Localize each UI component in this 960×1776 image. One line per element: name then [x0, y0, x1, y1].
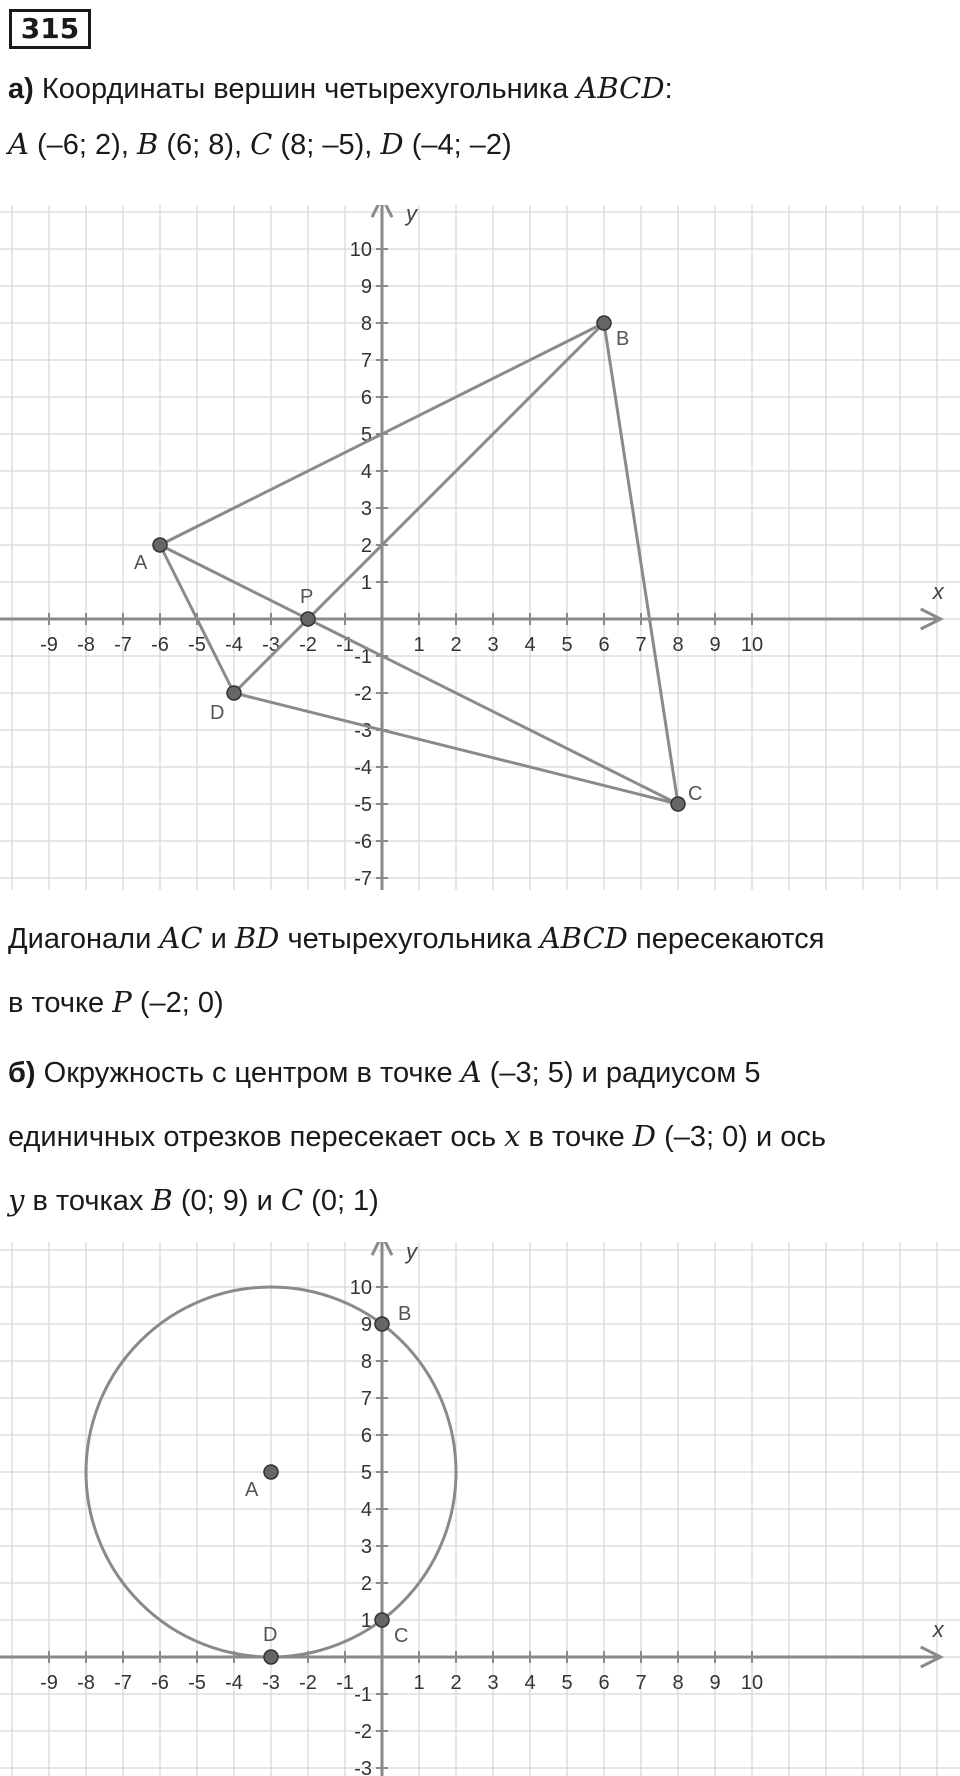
point-p-name: P	[112, 985, 132, 1019]
conclusion-word: четырехугольника	[287, 923, 532, 955]
x-tick-label: 7	[635, 634, 647, 656]
y-tick-label: -4	[354, 757, 372, 779]
x-tick-label: 8	[672, 1672, 684, 1694]
vertex-b-coords: (6; 8)	[166, 129, 235, 161]
y-tick-label: -1	[354, 1684, 372, 1706]
y-tick-label: 4	[360, 1499, 372, 1521]
x-tick-label: 9	[709, 634, 721, 656]
x-tick-label: 10	[740, 634, 764, 656]
x-tick-label: -9	[40, 1672, 58, 1694]
y-tick-label: 1	[360, 572, 372, 594]
part-b-label: б)	[8, 1057, 36, 1089]
x-tick-label: 7	[635, 1672, 647, 1694]
x-tick-label: -5	[188, 1672, 206, 1694]
y-tick-label: 5	[360, 424, 372, 446]
x-tick-label: 4	[524, 1672, 536, 1694]
y-tick-label: -2	[354, 1721, 372, 1743]
y-tick-label: 4	[360, 461, 372, 483]
vertex-d-name: D	[380, 127, 404, 161]
y-tick-label: 8	[360, 1351, 372, 1373]
y-tick-label: 2	[360, 1573, 372, 1595]
y-tick-label: 9	[360, 276, 372, 298]
point-c	[671, 797, 685, 811]
y-tick-label: 6	[360, 387, 372, 409]
y-axis-label: y	[406, 205, 417, 227]
part-a-intro-text: Координаты вершин четырехугольника	[41, 73, 569, 105]
axis-y-name: y	[8, 1183, 25, 1217]
conclusion-word: Диагонали	[8, 923, 152, 955]
conclusion-word: пересекаются	[635, 923, 825, 955]
x-tick-label: 6	[598, 634, 610, 656]
y-tick-label: 7	[360, 350, 372, 372]
part-b-text: в точке	[528, 1121, 625, 1153]
y-tick-label: 2	[360, 535, 372, 557]
x-tick-label: -7	[114, 1672, 132, 1694]
x-tick-label: 5	[561, 1672, 573, 1694]
diagonal-ac: AC	[159, 921, 203, 955]
x-tick-label: 2	[450, 634, 462, 656]
point-label-d: D	[263, 1624, 278, 1646]
intersection-line	[8, 982, 224, 1023]
part-b-text: единичных отрезков пересекает ось	[8, 1121, 497, 1153]
x-tick-label: -4	[225, 1672, 243, 1694]
x-tick-label: 1	[413, 1672, 425, 1694]
x-tick-label: -9	[40, 634, 58, 656]
x-tick-label: -3	[262, 634, 280, 656]
part-a-intro-line	[8, 68, 673, 109]
part-b-line-3	[8, 1180, 379, 1221]
x-tick-label: 8	[672, 634, 684, 656]
x-tick-label: 2	[450, 1672, 462, 1694]
x-tick-label: -5	[188, 634, 206, 656]
sep: ,	[234, 129, 243, 161]
quadrilateral-graph	[0, 205, 960, 890]
x-tick-label: -1	[336, 634, 354, 656]
x-tick-label: -8	[77, 634, 95, 656]
sep: ,	[364, 129, 373, 161]
y-tick-label: 7	[360, 1388, 372, 1410]
intro-colon: :	[664, 73, 673, 105]
conclusion-word: в точке	[8, 987, 105, 1019]
y-tick-label: 10	[349, 239, 372, 261]
point-c-coords: (0; 1)	[311, 1185, 379, 1217]
y-tick-label: 3	[360, 1536, 372, 1558]
point-c	[375, 1613, 389, 1627]
x-tick-label: 10	[740, 1672, 764, 1694]
point-label-a: A	[245, 1479, 259, 1501]
y-axis-label: y	[406, 1242, 417, 1265]
point-b-name: B	[151, 1183, 173, 1217]
axis-x-name: x	[504, 1119, 521, 1153]
center-a-name: A	[460, 1055, 482, 1089]
point-a	[153, 538, 167, 552]
x-tick-label: -3	[262, 1672, 280, 1694]
point-b-coords: (0; 9)	[180, 1185, 249, 1217]
point-d	[227, 686, 241, 700]
point-label-b: B	[398, 1303, 412, 1325]
y-tick-label: -5	[354, 794, 372, 816]
part-b-text: и ось	[756, 1121, 826, 1153]
diagonal-bd: BD	[234, 921, 280, 955]
part-b-line-2	[8, 1116, 826, 1157]
point-label-d: D	[210, 702, 225, 724]
point-p-coords: (–2; 0)	[139, 987, 224, 1019]
x-tick-label: -8	[77, 1672, 95, 1694]
conclusion-word: и	[210, 923, 227, 955]
vertex-a-coords: (–6; 2)	[37, 129, 121, 161]
x-tick-label: -1	[336, 1672, 354, 1694]
sep: ,	[120, 129, 129, 161]
part-a-label: а)	[8, 73, 34, 105]
y-tick-label: -3	[354, 720, 372, 742]
problem-number: 315	[9, 9, 91, 49]
quad-name: ABCD	[539, 921, 628, 955]
point-b	[375, 1317, 389, 1331]
x-tick-label: 4	[524, 634, 536, 656]
point-label-c: C	[394, 1625, 409, 1647]
x-tick-label: -6	[151, 634, 169, 656]
point-d-name: D	[632, 1119, 657, 1153]
vertex-c-coords: (8; –5)	[280, 129, 365, 161]
x-tick-label: -7	[114, 634, 132, 656]
y-tick-label: 8	[360, 313, 372, 335]
center-a-coords: (–3; 5)	[489, 1057, 574, 1089]
part-b-text: и	[256, 1185, 273, 1217]
y-tick-label: 1	[360, 1610, 372, 1632]
circle-graph	[0, 1242, 960, 1776]
y-tick-label: 5	[360, 1462, 372, 1484]
y-tick-label: -2	[354, 683, 372, 705]
point-label-p: P	[300, 586, 314, 608]
x-tick-label: 5	[561, 634, 573, 656]
x-tick-label: 3	[487, 634, 499, 656]
y-tick-label: 3	[360, 498, 372, 520]
part-b-text: в точках	[32, 1185, 144, 1217]
vertex-c-name: C	[250, 127, 273, 161]
x-tick-label: -6	[151, 1672, 169, 1694]
quad-name: ABCD	[576, 71, 665, 105]
y-tick-label: 10	[349, 1277, 372, 1299]
x-tick-label: -4	[225, 634, 243, 656]
point-d	[264, 1650, 278, 1664]
x-tick-label: 9	[709, 1672, 721, 1694]
vertex-b-name: B	[136, 127, 159, 161]
x-axis-label: x	[932, 579, 944, 604]
diagonals-line	[8, 918, 824, 959]
y-tick-label: -3	[354, 1758, 372, 1776]
x-tick-label: 1	[413, 634, 425, 656]
point-c-name: C	[280, 1183, 304, 1217]
point-label-b: B	[616, 328, 630, 350]
x-tick-label: -2	[299, 1672, 317, 1694]
vertex-a-name: A	[8, 127, 29, 161]
point-label-a: A	[134, 552, 148, 574]
vertex-d-coords: (–4; –2)	[411, 129, 512, 161]
y-tick-label: 9	[360, 1314, 372, 1336]
y-tick-label: 6	[360, 1425, 372, 1447]
point-label-c: C	[688, 783, 703, 805]
part-b-text: и радиусом 5	[581, 1057, 761, 1089]
vertex-coords-line	[8, 124, 512, 165]
y-tick-label: -6	[354, 831, 372, 853]
x-tick-label: 6	[598, 1672, 610, 1694]
x-tick-label: 3	[487, 1672, 499, 1694]
point-d-coords: (–3; 0)	[664, 1121, 748, 1153]
y-tick-label: -1	[354, 646, 372, 668]
x-axis-label: x	[932, 1617, 944, 1642]
point-p	[301, 612, 315, 626]
part-b-line-1	[8, 1052, 761, 1093]
part-b-text: Окружность с центром в точке	[43, 1057, 453, 1089]
x-tick-label: -2	[299, 634, 317, 656]
point-b	[597, 316, 611, 330]
y-tick-label: -7	[354, 868, 372, 890]
point-a	[264, 1465, 278, 1479]
